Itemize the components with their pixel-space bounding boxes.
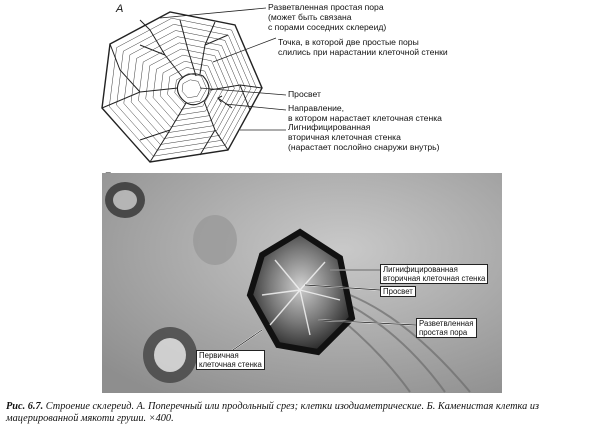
label-a-direction: Направление, в котором нарастает клеточная стенка xyxy=(288,103,442,123)
caption-text: Строение склереид. А. Поперечный или продольный срез; клетки изодиаметрические. Б. Каменистая клетка из мацерированной мякоти груши. ×400. xyxy=(6,401,539,424)
figure-caption xyxy=(6,401,596,425)
label-a-merge-point: Точка, в которой две простые поры слились при нарастании клеточной стенки xyxy=(278,37,448,57)
label-a-secondary-wall: Лигнифицированная вторичная клеточная стенка (нарастает послойно снаружи внутрь) xyxy=(288,122,440,152)
label-b-branched-pore: Разветвленная простая пора xyxy=(416,318,477,338)
label-b-lumen: Просвет xyxy=(380,286,416,297)
label-a-lumen: Просвет xyxy=(288,89,321,99)
label-b-secondary-wall: Лигнифицированная вторичная клеточная стенка xyxy=(380,264,488,284)
label-b-primary-wall: Первичная клеточная стенка xyxy=(196,350,265,370)
panel-a-letter: А xyxy=(116,3,124,15)
figure-number: Рис. 6.7. xyxy=(6,401,44,412)
label-a-branched-pore: Разветвленная простая пора (может быть связана с порами соседних склереид) xyxy=(268,2,387,32)
